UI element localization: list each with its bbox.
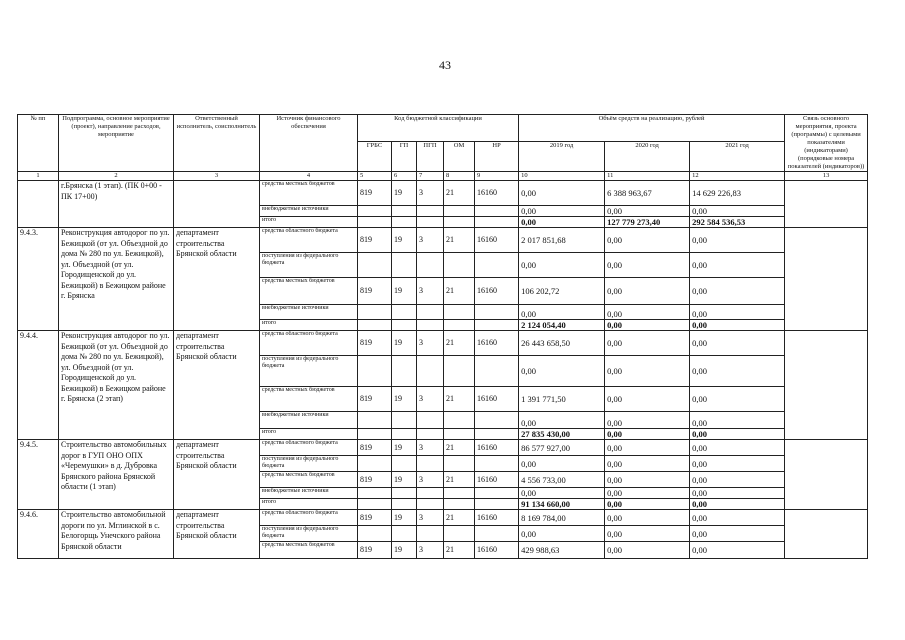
code-np: 16160 [475,387,519,412]
code-om: 21 [444,331,475,356]
value-2020: 0,00 [605,440,690,456]
code-np: 16160 [475,510,519,526]
code-gp: 19 [392,542,417,559]
code-grbs: 819 [358,181,392,206]
source-label: внебюджетные источники [260,206,358,217]
page-number: 43 [439,58,451,72]
value-2021: 0,00 [690,526,785,542]
header-gp: ГП [392,142,417,172]
source-label: средства областного бюджета [260,228,358,253]
col-number: 6 [392,172,417,181]
table-row [18,510,868,526]
value-2020: 0,00 [605,278,690,305]
responsible: департамент строительства Брянской области [174,228,260,331]
item-number: 9.4.5. [18,440,59,510]
total-2019: 91 134 660,00 [519,499,605,510]
code-om: 21 [444,278,475,305]
source-label: внебюджетные источники [260,305,358,320]
code-pgp: 3 [417,228,444,253]
table-row [18,440,868,456]
header-volume: Объём средств на реализацию, рублей [519,115,785,142]
value-2020: 0,00 [605,472,690,488]
col-number: 7 [417,172,444,181]
value-2020: 6 388 963,67 [605,181,690,206]
code-grbs: 819 [358,440,392,456]
value-2019: 26 443 658,50 [519,331,605,356]
value-2021: 0,00 [690,278,785,305]
source-label: итого [260,429,358,440]
source-label: средства местных бюджетов [260,181,358,206]
code-om: 21 [444,510,475,526]
header-responsible: Ответственный исполнитель, соисполнитель [174,115,260,172]
measure-title: Строительство автомобильной дороги по ул. Мглинской в с. Белогорщь Унечского района Брянской области [59,510,174,559]
code-gp: 19 [392,440,417,456]
source-label: итого [260,320,358,331]
code-gp: 19 [392,510,417,526]
code-grbs: 819 [358,510,392,526]
value-2019: 8 169 784,00 [519,510,605,526]
total-2021: 292 584 536,53 [690,217,785,228]
source-label: средства местных бюджетов [260,387,358,412]
value-2021: 0,00 [690,488,785,499]
col-number: 8 [444,172,475,181]
header-2019: 2019 год [519,142,605,172]
header-num: № пп [18,115,59,172]
col-number: 10 [519,172,605,181]
code-np: 16160 [475,278,519,305]
code-pgp: 3 [417,387,444,412]
value-2020: 0,00 [605,253,690,278]
value-2021: 0,00 [690,412,785,429]
code-pgp: 3 [417,331,444,356]
value-2021: 0,00 [690,440,785,456]
source-label: поступления из федерального бюджета [260,356,358,387]
code-grbs: 819 [358,472,392,488]
code-pgp: 3 [417,542,444,559]
source-label: средства местных бюджетов [260,278,358,305]
code-om: 21 [444,228,475,253]
total-2020: 0,00 [605,499,690,510]
total-2021: 0,00 [690,320,785,331]
code-om: 21 [444,472,475,488]
value-2019: 4 556 733,00 [519,472,605,488]
code-om: 21 [444,542,475,559]
header-link: Связь основного мероприятия, проекта (программы) с целевыми показателями (индикаторами) (порядковые номера показателей (индикаторов)) [785,115,868,172]
code-np: 16160 [475,440,519,456]
table-row [18,228,868,253]
col-number: 3 [174,172,260,181]
value-2019: 2 017 851,68 [519,228,605,253]
value-2020: 0,00 [605,510,690,526]
value-2019: 0,00 [519,356,605,387]
value-2021: 0,00 [690,206,785,217]
total-2020: 0,00 [605,320,690,331]
code-grbs: 819 [358,387,392,412]
value-2021: 14 629 226,83 [690,181,785,206]
value-2019: 0,00 [519,456,605,472]
code-gp: 19 [392,387,417,412]
item-number: 9.4.4. [18,331,59,440]
measure-title: Реконструкция автодорог по ул. Бежицкой (от ул. Объездной до дома № 280 по ул. Бежицкой), ул. Объездной (от ул. Городищенской до ул. Бежицкой) в Бежицком районе г. Брянска (2 этап) [59,331,174,440]
value-2021: 0,00 [690,472,785,488]
source-label: средства областного бюджета [260,510,358,526]
header-grbs: ГРБС [358,142,392,172]
source-label: поступления из федерального бюджета [260,253,358,278]
item-number: 9.4.6. [18,510,59,559]
total-2019: 0,00 [519,217,605,228]
code-np: 16160 [475,472,519,488]
code-om: 21 [444,387,475,412]
col-number: 2 [59,172,174,181]
code-gp: 19 [392,228,417,253]
header-row [18,115,868,142]
item-number: 9.4.3. [18,228,59,331]
source-label: поступления из федерального бюджета [260,456,358,472]
source-label: итого [260,499,358,510]
source-label: средства областного бюджета [260,331,358,356]
value-2019: 0,00 [519,412,605,429]
source-label: поступления из федерального бюджета [260,526,358,542]
budget-table [17,114,868,559]
col-number: 11 [605,172,690,181]
value-2019: 0,00 [519,253,605,278]
value-2021: 0,00 [690,253,785,278]
col-number: 9 [475,172,519,181]
header-program: Подпрограмма, основное мероприятие (проект), направление расходов, мероприятие [59,115,174,172]
code-pgp: 3 [417,181,444,206]
source-label: средства областного бюджета [260,440,358,456]
code-om: 21 [444,181,475,206]
source-label: итого [260,217,358,228]
value-2020: 0,00 [605,387,690,412]
value-2020: 0,00 [605,542,690,559]
value-2019: 0,00 [519,181,605,206]
value-2019: 86 577 927,00 [519,440,605,456]
code-pgp: 3 [417,472,444,488]
responsible: департамент строительства Брянской области [174,510,260,559]
col-number: 13 [785,172,868,181]
value-2021: 0,00 [690,331,785,356]
value-2020: 0,00 [605,488,690,499]
value-2019: 0,00 [519,488,605,499]
code-np: 16160 [475,181,519,206]
code-gp: 19 [392,181,417,206]
measure-title: Строительство автомобильных дорог в ГУП ОНО ОПХ «Черемушки» в д. Дубровка Брянского района Брянской области (1 этап) [59,440,174,510]
value-2019: 0,00 [519,206,605,217]
table-row [18,181,868,206]
header-pgp: ПГП [417,142,444,172]
code-gp: 19 [392,331,417,356]
header-om: ОМ [444,142,475,172]
header-source: Источник финансового обеспечения [260,115,358,172]
code-om: 21 [444,440,475,456]
value-2020: 0,00 [605,331,690,356]
code-pgp: 3 [417,440,444,456]
total-2020: 127 779 273,40 [605,217,690,228]
source-label: внебюджетные источники [260,412,358,429]
value-2019: 429 988,63 [519,542,605,559]
value-2020: 0,00 [605,206,690,217]
value-2020: 0,00 [605,456,690,472]
source-label: внебюджетные источники [260,488,358,499]
value-2021: 0,00 [690,387,785,412]
value-2020: 0,00 [605,356,690,387]
code-grbs: 819 [358,331,392,356]
code-np: 16160 [475,228,519,253]
value-2021: 0,00 [690,542,785,559]
code-grbs: 819 [358,278,392,305]
col-number: 12 [690,172,785,181]
responsible: департамент строительства Брянской области [174,331,260,440]
value-2021: 0,00 [690,356,785,387]
code-np: 16160 [475,331,519,356]
code-gp: 19 [392,278,417,305]
code-grbs: 819 [358,228,392,253]
value-2021: 0,00 [690,228,785,253]
total-2021: 0,00 [690,429,785,440]
code-grbs: 819 [358,542,392,559]
header-2021: 2021 год [690,142,785,172]
code-pgp: 3 [417,510,444,526]
value-2020: 0,00 [605,228,690,253]
header-budget-code: Код бюджетной классификации [358,115,519,142]
header-2020: 2020 год [605,142,690,172]
value-2020: 0,00 [605,305,690,320]
measure-title: г.Брянска (1 этап). (ПК 0+00 - ПК 17+00) [59,181,174,228]
responsible: департамент строительства Брянской области [174,440,260,510]
header-np: НР [475,142,519,172]
value-2020: 0,00 [605,526,690,542]
table-row [18,331,868,356]
total-2021: 0,00 [690,499,785,510]
value-2019: 1 391 771,50 [519,387,605,412]
value-2020: 0,00 [605,412,690,429]
total-2019: 27 835 430,00 [519,429,605,440]
total-2020: 0,00 [605,429,690,440]
col-number: 1 [18,172,59,181]
value-2021: 0,00 [690,305,785,320]
value-2019: 0,00 [519,526,605,542]
value-2019: 0,00 [519,305,605,320]
source-label: средства местных бюджетов [260,472,358,488]
total-2019: 2 124 054,40 [519,320,605,331]
source-label: средства местных бюджетов [260,542,358,559]
col-number: 5 [358,172,392,181]
value-2021: 0,00 [690,510,785,526]
code-gp: 19 [392,472,417,488]
column-number-row [18,172,868,181]
code-pgp: 3 [417,278,444,305]
value-2019: 106 202,72 [519,278,605,305]
code-np: 16160 [475,542,519,559]
col-number: 4 [260,172,358,181]
value-2021: 0,00 [690,456,785,472]
measure-title: Реконструкция автодорог по ул. Бежицкой (от ул. Объездной до дома № 280 по ул. Бежицкой), ул. Объездной (от ул. Городищенской до ул. Бежицкой) в Бежицком районе г. Брянска [59,228,174,331]
